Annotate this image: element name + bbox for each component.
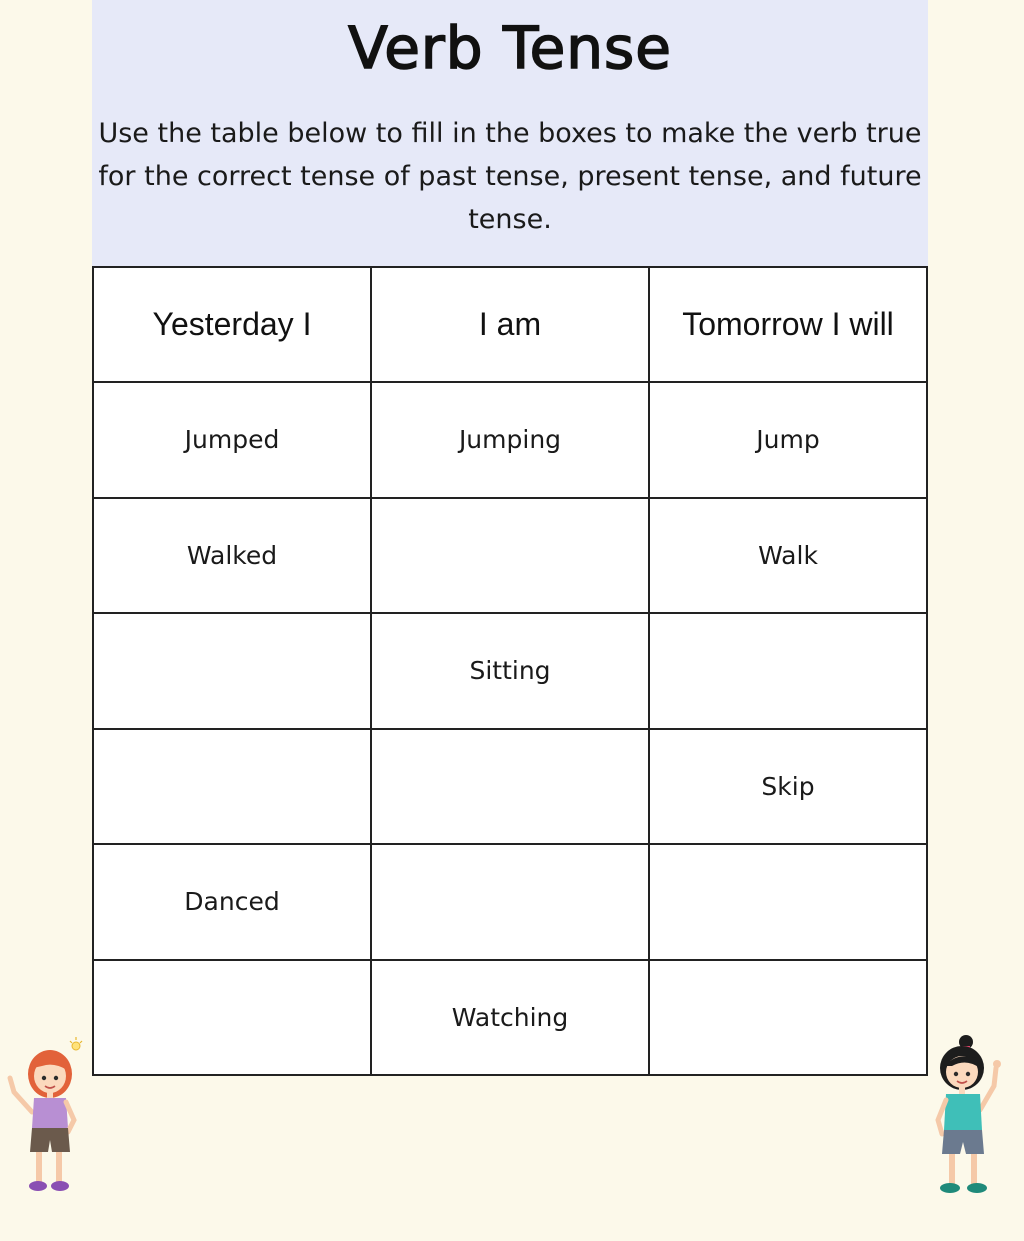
future-cell[interactable]: Walk (649, 498, 927, 614)
present-cell[interactable] (371, 498, 649, 614)
future-cell[interactable]: Skip (649, 729, 927, 845)
past-cell[interactable]: Jumped (93, 382, 371, 498)
worksheet-instructions: Use the table below to fill in the boxes to make the verb true for the correct tense of past tense, present tense, and future tense. (98, 118, 922, 235)
worksheet-title: Verb Tense (348, 14, 672, 82)
header-panel (92, 0, 928, 268)
past-cell[interactable] (93, 613, 371, 729)
future-cell[interactable] (649, 844, 927, 960)
girl-pointing-illustration (2, 1034, 86, 1200)
past-cell[interactable] (93, 960, 371, 1076)
boy-waving-illustration (922, 1030, 1008, 1200)
verb-tense-table (92, 266, 928, 1076)
table-row (93, 498, 927, 614)
table-row (93, 729, 927, 845)
past-cell[interactable]: Walked (93, 498, 371, 614)
past-cell[interactable] (93, 729, 371, 845)
table-header-row (93, 267, 927, 382)
table-row (93, 960, 927, 1076)
table-row (93, 844, 927, 960)
present-cell[interactable] (371, 844, 649, 960)
header-future: Tomorrow I will (649, 267, 927, 382)
future-cell[interactable]: Jump (649, 382, 927, 498)
table-row (93, 613, 927, 729)
header-past: Yesterday I (93, 267, 371, 382)
present-cell[interactable]: Sitting (371, 613, 649, 729)
header-present: I am (371, 267, 649, 382)
table-row (93, 382, 927, 498)
present-cell[interactable] (371, 729, 649, 845)
past-cell[interactable]: Danced (93, 844, 371, 960)
present-cell[interactable]: Watching (371, 960, 649, 1076)
future-cell[interactable] (649, 960, 927, 1076)
present-cell[interactable]: Jumping (371, 382, 649, 498)
future-cell[interactable] (649, 613, 927, 729)
